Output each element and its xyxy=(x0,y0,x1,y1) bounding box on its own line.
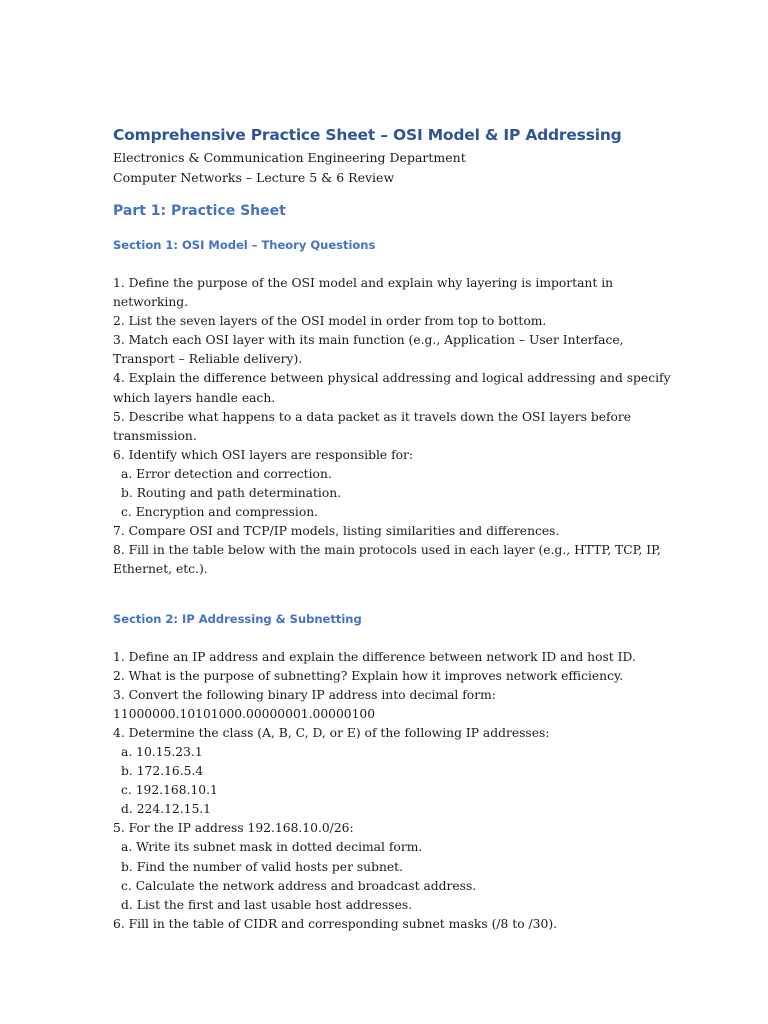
sub-question-item: b. 172.16.5.4 xyxy=(121,764,204,779)
document-title: Comprehensive Practice Sheet – OSI Model & IP Addressing xyxy=(113,126,622,144)
sub-question-item: a. Error detection and correction. xyxy=(121,466,332,481)
sub-question-item: a. Write its subnet mask in dotted decimal form. xyxy=(121,840,423,855)
sub-question-item: c. 192.168.10.1 xyxy=(121,783,218,798)
course-line: Computer Networks – Lecture 5 & 6 Review xyxy=(113,170,395,185)
question-item: 7. Compare OSI and TCP/IP models, listing similarities and differences. xyxy=(113,524,560,539)
section1-question-list xyxy=(113,274,673,580)
question-item: 2. What is the purpose of subnetting? Explain how it improves network efficiency. xyxy=(113,668,624,683)
section2-question-list xyxy=(113,648,673,934)
document-page xyxy=(113,124,673,934)
sub-question-item: d. List the first and last usable host addresses. xyxy=(121,897,413,912)
question-item: 5. Describe what happens to a data packet as it travels down the OSI layers before transmission. xyxy=(113,409,632,443)
question-item: 11000000.10101000.00000001.00000100 xyxy=(113,706,376,721)
question-item: 8. Fill in the table below with the main protocols used in each layer (e.g., HTTP, TCP, IP, Ethernet, etc.). xyxy=(113,543,661,577)
question-item: 1. Define the purpose of the OSI model and explain why layering is important in networking. xyxy=(113,276,614,310)
question-item: 6. Fill in the table of CIDR and corresponding subnet masks (/8 to /30). xyxy=(113,916,558,931)
question-item: 2. List the seven layers of the OSI model in order from top to bottom. xyxy=(113,314,547,329)
section1-heading: Section 1: OSI Model – Theory Questions xyxy=(113,238,376,252)
sub-question-item: a. 10.15.23.1 xyxy=(121,744,203,759)
department-line: Electronics & Communication Engineering Department xyxy=(113,150,466,165)
sub-question-item: b. Find the number of valid hosts per subnet. xyxy=(121,859,404,874)
sub-question-item: d. 224.12.15.1 xyxy=(121,802,212,817)
question-item: 3. Convert the following binary IP address into decimal form: xyxy=(113,687,496,702)
question-item: 4. Determine the class (A, B, C, D, or E) of the following IP addresses: xyxy=(113,725,550,740)
question-item: 4. Explain the difference between physical addressing and logical addressing and specify which layers handle each. xyxy=(113,371,671,405)
question-item: 6. Identify which OSI layers are responsible for: xyxy=(113,447,414,462)
section2-heading: Section 2: IP Addressing & Subnetting xyxy=(113,611,362,626)
part1-heading: Part 1: Practice Sheet xyxy=(113,203,286,219)
sub-question-item: b. Routing and path determination. xyxy=(121,486,342,501)
sub-question-item: c. Calculate the network address and broadcast address. xyxy=(121,878,477,893)
question-item: 1. Define an IP address and explain the difference between network ID and host ID. xyxy=(113,649,636,664)
question-item: 5. For the IP address 192.168.10.0/26: xyxy=(113,821,354,836)
question-item: 3. Match each OSI layer with its main function (e.g., Application – User Interface, Transport – Reliable delivery). xyxy=(113,333,624,367)
sub-question-item: c. Encryption and compression. xyxy=(121,505,319,520)
